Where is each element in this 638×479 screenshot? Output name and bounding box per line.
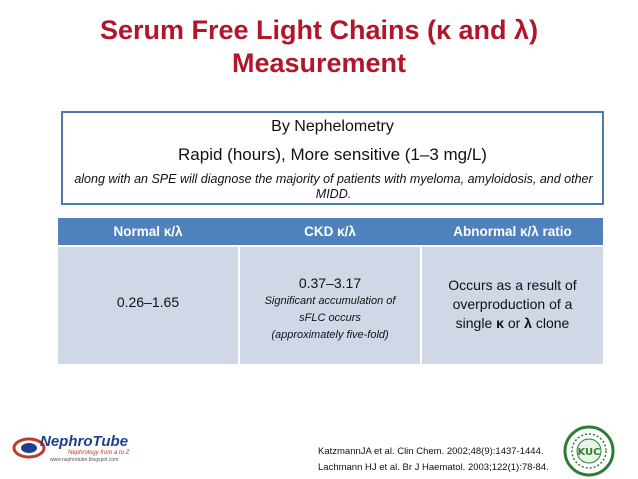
logo-url: www.nephrotube.blogspot.com [50,457,119,463]
cell-abnormal [422,247,603,364]
lambda-symbol: λ [524,315,532,331]
abnormal-or: or [503,315,525,331]
table-header-row [58,218,603,245]
kuc-seal-icon [563,425,615,477]
slide-title [0,14,638,80]
normal-value: 0.26–1.65 [116,294,180,310]
header-ckd: CKD κ/λ [304,224,356,239]
ckd-note [240,293,420,344]
abnormal-line-3-pre: single [455,315,497,331]
method-heading: By Nephelometry [271,118,394,135]
abnormal-text [422,276,603,333]
title-line-2: Measurement [231,48,407,78]
header-abnormal: Abnormal κ/λ ratio [453,224,572,239]
header-normal: Normal κ/λ [113,224,183,239]
table-row [58,247,603,364]
references [318,444,549,476]
method-box [61,111,604,205]
abnormal-line-2: overproduction of a [452,296,573,312]
ckd-value: 0.37–3.17 [298,275,362,291]
kappa-symbol: κ [496,315,504,331]
cell-normal [58,247,238,364]
abnormal-line-3 [422,314,603,333]
abnormal-line-3-post: clone [531,315,570,331]
cell-ckd [240,247,420,364]
ratio-table [58,218,603,364]
logo-tagline: Nephrology from a to Z [68,450,130,456]
nephrotube-logo [12,433,152,463]
ckd-note-line-3: (approximately five-fold) [271,329,389,341]
reference-1: KatzmannJA et al. Clin Chem. 2002;48(9):1437-1444. [318,446,544,457]
ckd-note-line-1: Significant accumulation of [264,295,396,307]
method-note: along with an SPE will diagnose the majority of patients with myeloma, amyloidosis, and other MIDD. [74,172,593,201]
title-line-1: Serum Free Light Chains (κ and λ) [99,15,539,45]
logo-name: NephroTube [40,433,129,450]
reference-2: Lachmann HJ et al. Br J Haematol. 2003;122(1):78-84. [318,462,549,473]
seal-letters: KUC [577,447,601,458]
ckd-note-line-2: sFLC occurs [299,312,361,324]
abnormal-line-1: Occurs as a result of [448,277,577,293]
method-subheading: Rapid (hours), More sensitive (1–3 mg/L) [178,145,487,164]
